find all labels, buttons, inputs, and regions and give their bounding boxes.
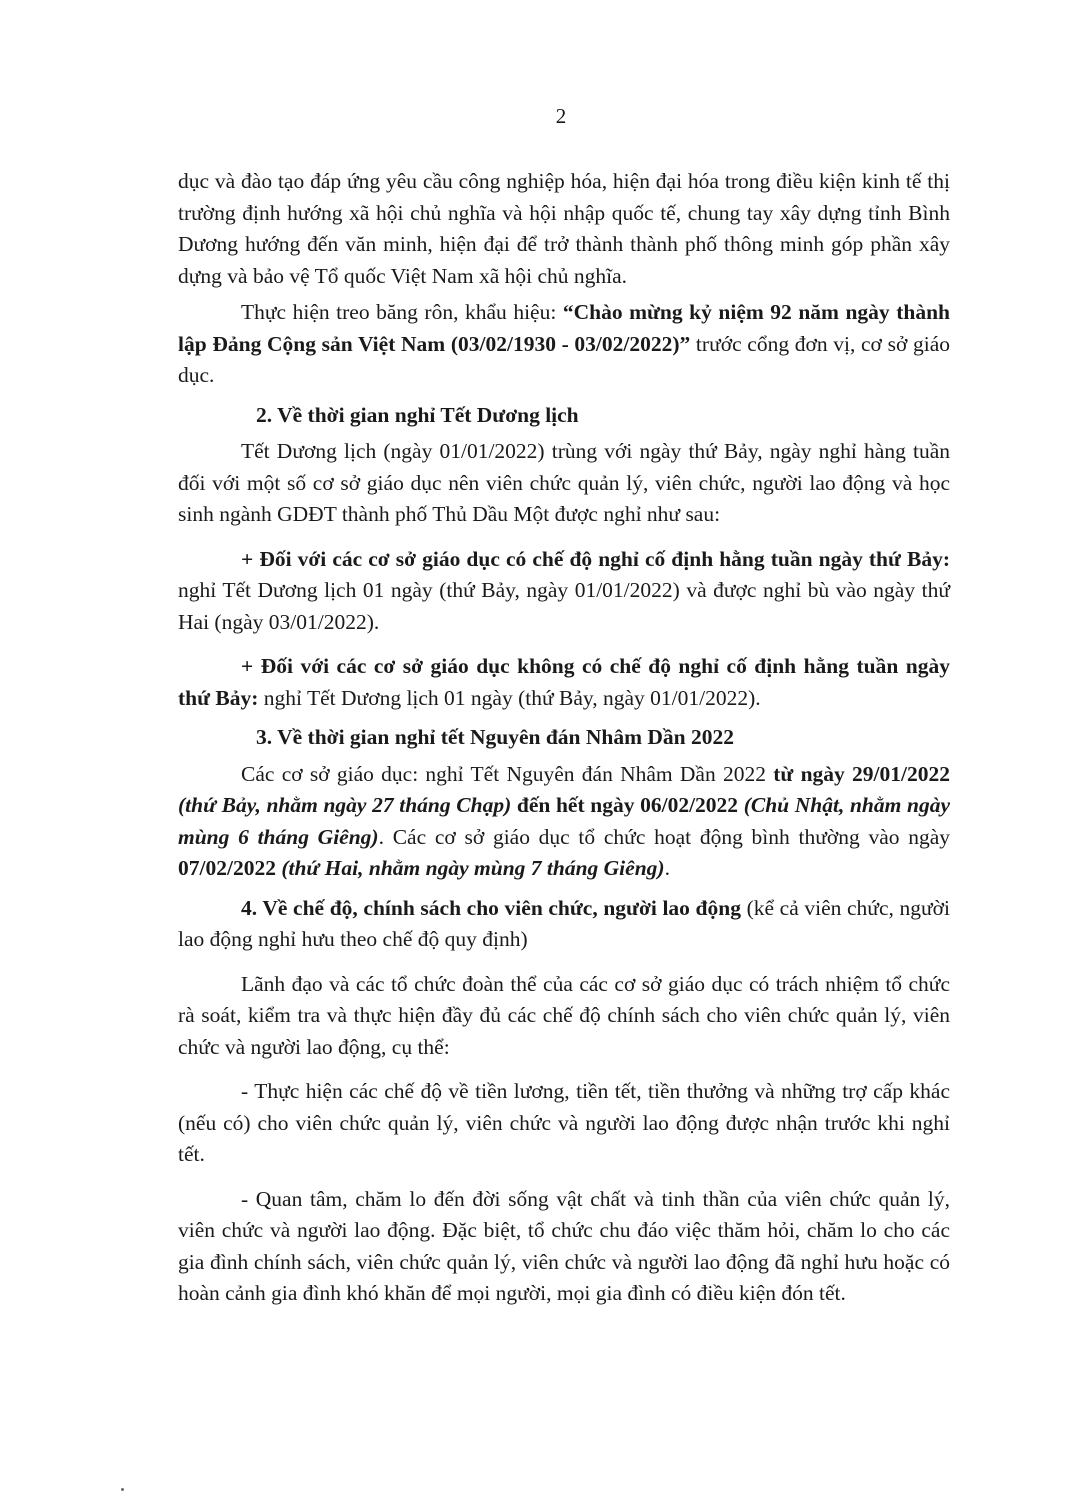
nguyen-dan-end: . (664, 856, 670, 880)
paragraph-policy-item-1 (178, 1076, 950, 1171)
nguyen-dan-from-date: từ ngày 29/01/2022 (773, 761, 950, 786)
paragraph-nguyen-dan (178, 759, 950, 885)
banner-slogan: “Chào mừng kỷ niệm 92 năm ngày thành lập Đảng Cộng sản Việt Nam (03/02/1930 - 03/02/2022)” (178, 300, 950, 356)
paragraph-heading-section-4 (178, 893, 950, 956)
heading-section-3: 3. Về thời gian nghỉ tết Nguyên đán Nhâm Dần 2022 (256, 725, 735, 749)
page-number: 2 (555, 104, 567, 128)
case-saturday-off-label: + Đối với các cơ sở giáo dục có chế độ nghỉ cố định hằng tuần ngày thứ Bảy: (241, 546, 950, 571)
case-saturday-off-text: nghỉ Tết Dương lịch 01 ngày (thứ Bảy, ngày 01/01/2022) và được nghỉ bù vào ngày thứ Hai (ngày 03/01/2022). (178, 578, 950, 634)
paragraph-policy-intro (178, 969, 950, 1064)
heading-section-2: 2. Về thời gian nghỉ Tết Dương lịch (256, 402, 579, 427)
paragraph-case-no-saturday-off (178, 651, 950, 714)
banner-tail: trước cổng đơn vị, cơ sở giáo dục. (178, 331, 950, 387)
heading-section-4-note: (kể cả viên chức, người lao động nghỉ hưu theo chế độ quy định) (178, 895, 950, 951)
nguyen-dan-resume-date: 07/02/2022 (178, 856, 276, 880)
policy-item-2-text: - Quan tâm, chăm lo đến đời sống vật chất và tinh thần của viên chức quản lý, viên chức và người lao động. Đặc biệt, tổ chức chu đáo việc thăm hỏi, chăm lo cho các gia đình chính sách, viên chức quản lý, viên chức và người lao động đã nghỉ hưu hoặc có hoàn cảnh gia đình khó khăn để mọi người, mọi gia đình có điều kiện đón tết. (178, 1186, 950, 1305)
paragraph-intro (178, 166, 950, 292)
nguyen-dan-resume-note: (thứ Hai, nhằm ngày mùng 7 tháng Giêng) (275, 856, 665, 880)
banner-lead: Thực hiện treo băng rôn, khẩu hiệu: (241, 300, 563, 324)
duong-lich-intro-text: Tết Dương lịch (ngày 01/01/2022) trùng với ngày thứ Bảy, ngày nghỉ hàng tuần đối với một số cơ sở giáo dục nên viên chức quản lý, viên chức, người lao động và học sinh ngành GDĐT thành phố Thủ Dầu Một được nghỉ như sau: (178, 439, 950, 526)
nguyen-dan-from-note: (thứ Bảy, nhằm ngày 27 tháng Chạp) (178, 793, 512, 817)
scan-speck (121, 1488, 124, 1491)
policy-intro-text: Lãnh đạo và các tổ chức đoàn thể của các cơ sở giáo dục có trách nhiệm tổ chức rà soát, kiểm tra và thực hiện đầy đủ các chế độ chính sách cho viên chức quản lý, viên chức và người lao động, cụ thể: (178, 971, 950, 1059)
document-body (178, 166, 950, 1310)
case-no-saturday-off-text: nghỉ Tết Dương lịch 01 ngày (thứ Bảy, ngày 01/01/2022). (258, 685, 761, 710)
policy-item-1-text: - Thực hiện các chế độ về tiền lương, tiền tết, tiền thưởng và những trợ cấp khác (nếu có) cho viên chức quản lý, viên chức và người lao động được nhận trước khi nghỉ tết. (178, 1079, 950, 1166)
nguyen-dan-to-note: (Chủ Nhật, nhằm ngày mùng 6 tháng Giêng) (178, 793, 950, 849)
nguyen-dan-lead: Các cơ sở giáo dục: nghỉ Tết Nguyên đán Nhâm Dần 2022 (241, 761, 774, 786)
case-no-saturday-off-label: + Đối với các cơ sở giáo dục không có chế độ nghỉ cố định hằng tuần ngày thứ Bảy: (178, 654, 950, 710)
heading-section-4: 4. Về chế độ, chính sách cho viên chức, người lao động (241, 895, 741, 920)
nguyen-dan-to-date: đến hết ngày 06/02/2022 (511, 793, 739, 817)
paragraph-duong-lich-intro (178, 436, 950, 531)
paragraph-policy-item-2 (178, 1184, 950, 1310)
paragraph-banner (178, 297, 950, 392)
paragraph-case-saturday-off (178, 544, 950, 639)
intro-text: dục và đào tạo đáp ứng yêu cầu công nghiệp hóa, hiện đại hóa trong điều kiện kinh tế thị trường định hướng xã hội chủ nghĩa và hội nhập quốc tế, chung tay xây dựng tỉnh Bình Dương hướng đến văn minh, hiện đại để trở thành thành phố thông minh góp phần xây dựng và bảo vệ Tổ quốc Việt Nam xã hội chủ nghĩa. (178, 169, 950, 288)
nguyen-dan-middle: . Các cơ sở giáo dục tổ chức hoạt động bình thường vào ngày (378, 824, 951, 849)
